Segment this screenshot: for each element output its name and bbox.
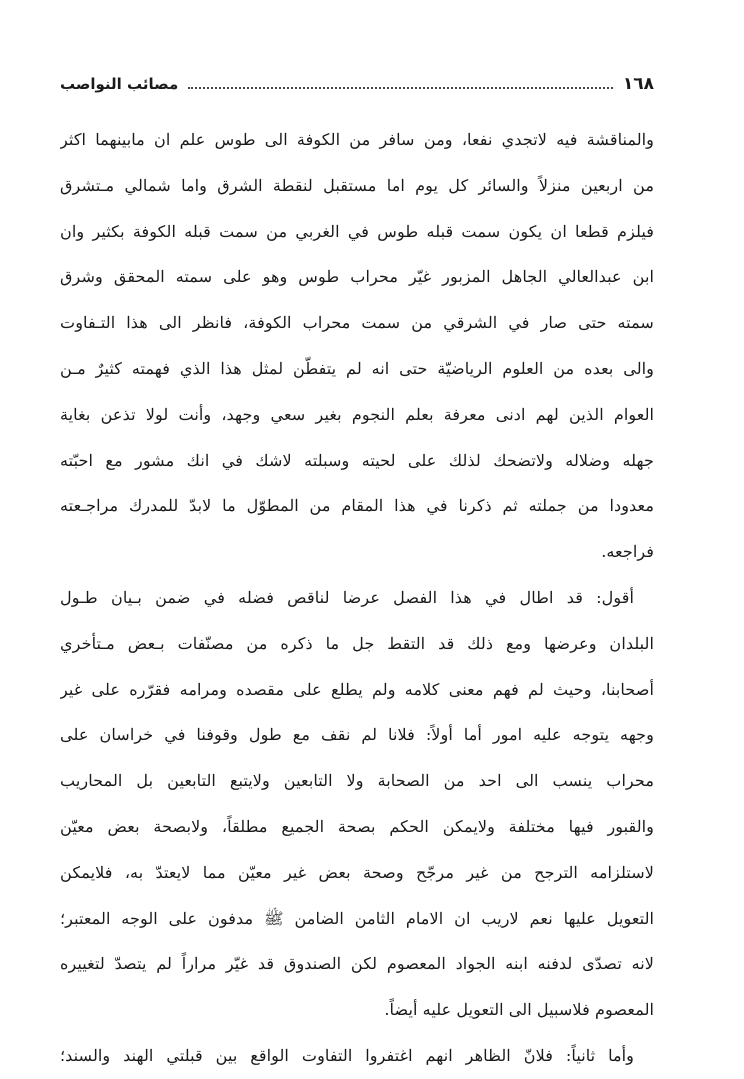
text-line: أصحابنا، وحيث لم فهم معنى كلامه ولم يطلع على مقصده ومرامه فقرّره على غير: [60, 679, 654, 699]
text-line: معدودا من جملته ثم ذكرنا في هذا المقام من المطوّل ما لابدّ للمدرك مراجـعته: [60, 496, 654, 516]
text-line: فراجعه.: [601, 542, 654, 562]
text-line: لانه تصدّى لدفنه ابنه الجواد المعصوم لكن الصندوق قد غيّر مراراً لم يتصدّ لتغييره: [60, 954, 654, 974]
text-line: أقول: قد اطال في هذا الفصل عرضا لناقص فضله في ضمن بـيان طـول: [60, 587, 634, 607]
text-line: من اربعين منزلاً والسائر كل يوم اما مستقبل لنقطة الشرق واما شمالي مـتشرق: [60, 175, 654, 195]
text-line: ابن عبدالعالي الجاهل المزبور غيّر محراب طوس وهو على سمته المحقق وشرق: [60, 267, 654, 287]
text-line: المعصوم فلاسبيل الى التعويل عليه أيضاً.: [384, 1000, 654, 1020]
text-line: وجهه يتوجه عليه امور أما أولاً: فلانا لم نقف مع طول وقوفنا في خراسان على: [60, 725, 654, 745]
text-line: لاستلزامه الترجح من غير مرجّح وصحة بعض غير معيّن مما لايعتدّ به، فلايمكن: [60, 862, 654, 882]
text-line: فيلزم قطعا ان يكون سمت قبله طوس في الغربي من سمت قبله الكوفة بكثير وان: [60, 221, 654, 241]
text-line: جهله وضلاله ولاتضحك لذلك على لحيته وسبلته لاشك في انك مشور مع احبّته: [60, 450, 654, 470]
text-line: سمته حتى صار في الشرقي من سمت محراب الكوفة، فانظر الى هذا التـفاوت: [60, 313, 654, 333]
text-line: التعويل عليها نعم لاريب ان الامام الثامن الضامن ﷺ مدفون على الوجه المعتبر؛: [60, 908, 654, 928]
running-title: مصائب النواصب: [60, 75, 179, 93]
text-line: وأما ثانياً: فلانّ الظاهر انهم اغتفروا التفاوت الواقع بين قبلتي الهند والسند؛: [60, 1045, 634, 1065]
text-line: والمناقشة فيه لاتجدي نفعا، ومن سافر من الكوفة الى طوس علم ان مابينهما اكثر: [60, 130, 654, 149]
text-line: البلدان وعرضها ومع ذلك قد التقط جل ما ذكره من مصنّفات بـعض مـتأخري: [60, 633, 654, 653]
book-page: [60, 0, 654, 1065]
dotted-leader: [188, 87, 613, 89]
text-line: العوام الذين لهم ادنى معرفة بعلم النجوم بغير سعي وجهد، وأنت لولا تذعن بغاية: [60, 404, 654, 424]
page-number: ١٦٨: [622, 74, 654, 94]
text-line: والى بعده من العلوم الرياضيّة حتى انه لم يتفطّن لمثل هذا الذي فهمته كثيرٌ مـن: [60, 358, 654, 378]
text-line: محراب ينسب الى احد من الصحابة ولا التابعين ولايتبع التابعين بل المحاريب: [60, 771, 654, 791]
text-line: والقبور فيها مختلفة ولايمكن الحكم بصحة الجميع مطلقاً، ولابصحة بعض معيّن: [60, 816, 654, 836]
body-text: [60, 117, 654, 1079]
page-header: [60, 70, 654, 98]
